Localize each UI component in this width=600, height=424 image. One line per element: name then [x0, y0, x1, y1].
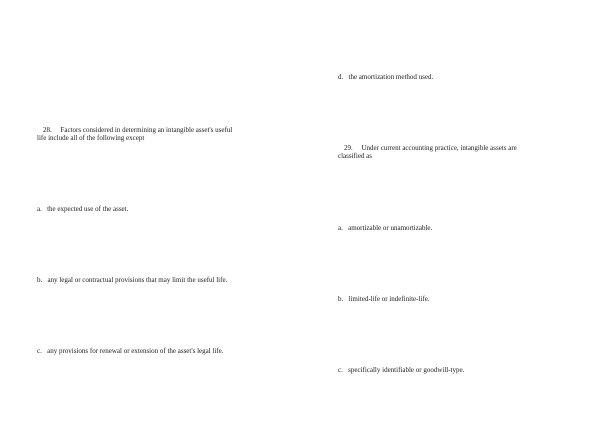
option-letter: c. — [338, 366, 343, 374]
option-letter: b. — [338, 295, 344, 303]
question-29-number: 29. — [344, 144, 353, 152]
option-29-b — [338, 295, 430, 304]
option-28-d — [338, 73, 433, 82]
option-text: the amortization method used. — [348, 73, 434, 81]
question-29-line2 — [338, 152, 372, 161]
question-29-text-line1: Under current accounting practice, intangible assets are — [361, 144, 517, 152]
option-29-c — [338, 366, 464, 375]
option-text: the expected use of the asset. — [47, 205, 129, 213]
question-28-text-line1: Factors considered in determining an intangible asset's useful — [60, 126, 233, 134]
option-letter: c. — [37, 347, 42, 355]
question-28-line2 — [37, 134, 144, 143]
question-28-number: 28. — [43, 126, 52, 134]
option-text: any legal or contractual provisions that may limit the useful life. — [47, 276, 228, 284]
left-column — [37, 0, 287, 424]
option-letter: a. — [37, 205, 42, 213]
option-text: specifically identifiable or goodwill-type. — [348, 366, 465, 374]
option-letter: d. — [338, 73, 344, 81]
option-letter: a. — [338, 224, 343, 232]
question-29-text-line2: classified as — [338, 152, 373, 160]
option-text: limited-life or indefinite-life. — [348, 295, 430, 303]
option-text: any provisions for renewal or extension of the asset's legal life. — [47, 347, 224, 355]
option-28-b — [37, 276, 227, 285]
question-28-text-line2: life include all of the following except — [37, 134, 145, 142]
option-29-a — [338, 224, 432, 233]
option-28-c — [37, 347, 224, 356]
right-column — [338, 0, 588, 424]
option-letter: b. — [37, 276, 43, 284]
option-28-a — [37, 205, 128, 214]
option-text: amortizable or unamortizable. — [348, 224, 433, 232]
